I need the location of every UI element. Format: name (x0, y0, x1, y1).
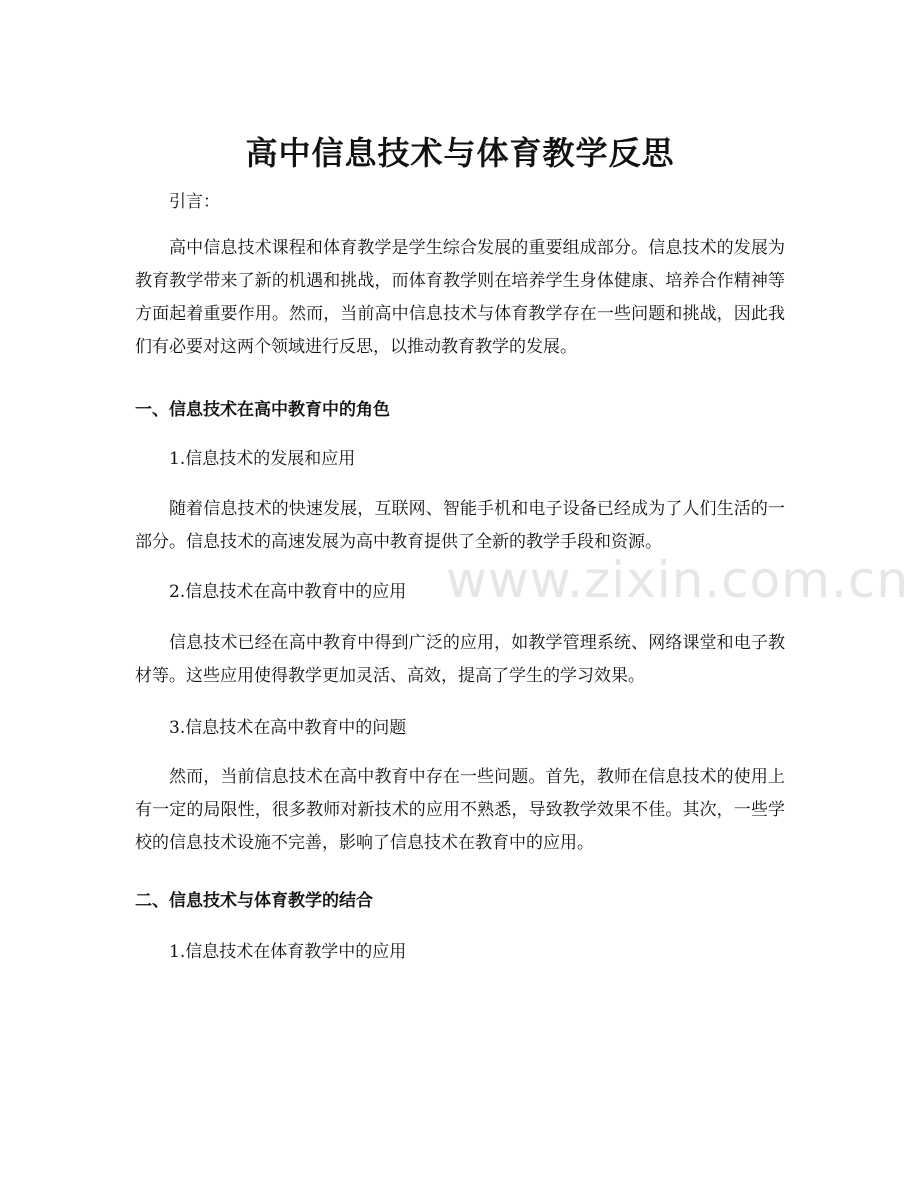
section-1-sub-2-text: 信息技术已经在高中教育中得到广泛的应用，如教学管理系统、网络课堂和电子教材等。这些应用使得教学更加灵活、高效，提高了学生的学习效果。 (135, 633, 785, 686)
section-2-sub-1-title: 1.信息技术在体育教学中的应用 (169, 942, 407, 962)
intro-label: 引言： (169, 192, 220, 212)
document-title: 高中信息技术与体育教学反思 (245, 134, 675, 173)
section-1-sub-1-title: 1.信息技术的发展和应用 (169, 449, 356, 469)
section-1-heading: 一、信息技术在高中教育中的角色 (135, 400, 390, 420)
intro-paragraph: 高中信息技术课程和体育教学是学生综合发展的重要组成部分。信息技术的发展为教育教学带来了新的机遇和挑战，而体育教学则在培养学生身体健康、培养合作精神等方面起着重要作用。然而，当前高中信息技术与体育教学存在一些问题和挑战，因此我们有必要对这两个领域进行反思，以推动教育教学的发展。 (135, 238, 785, 357)
watermark-text: www.zixin.com.cn (446, 551, 910, 609)
section-1-sub-2-title: 2.信息技术在高中教育中的应用 (169, 582, 407, 602)
section-2-heading: 二、信息技术与体育教学的结合 (135, 891, 373, 911)
section-1-sub-1-text: 随着信息技术的快速发展，互联网、智能手机和电子设备已经成为了人们生活的一部分。信息技术的高速发展为高中教育提供了全新的教学手段和资源。 (135, 499, 785, 552)
section-1-sub-3-text: 然而，当前信息技术在高中教育中存在一些问题。首先，教师在信息技术的使用上有一定的局限性，很多教师对新技术的应用不熟悉，导致教学效果不佳。其次，一些学校的信息技术设施不完善，影响了信息技术在教育中的应用。 (135, 767, 785, 853)
section-1-sub-3-title: 3.信息技术在高中教育中的问题 (169, 718, 407, 738)
